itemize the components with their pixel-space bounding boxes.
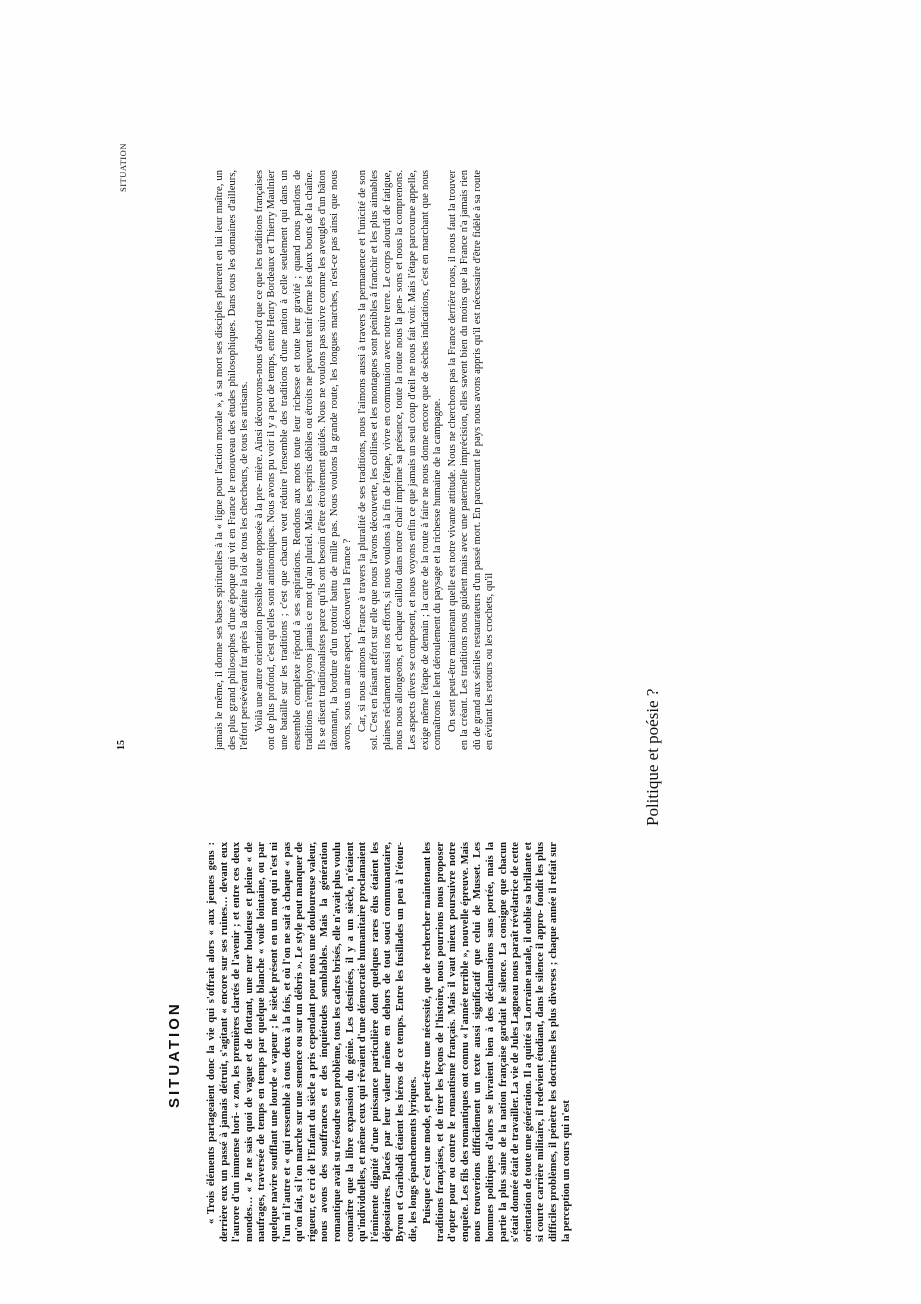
running-head: SITUATION <box>118 143 128 192</box>
paragraph: « Trois éléments partageaient donc la vie qui s'offrait alors « aux jeunes gens : derrière eux un passé à jamais détruit, s'agitant « encore sur ses ruines… devant eux l'aurore d'un immense hori- « zon, les premières clartés de l'avenir ; et entre ces deux mondes… « Je ne sais quoi de vague et de flottant, une mer houleuse et pleine « de naufrages, traversée de temps en temps par quelque blanche « voile lointaine, ou par quelque navire soufflant une lourde « vapeur ; le siècle présent en un mot qui n'est ni l'un ni l'autre et « qui ressemble à tous deux à la fois, et où l'on ne sait à chaque « pas qu'on fait, si l'on marche sur une semence ou sur un débris ». Le style peut manquer de rigueur, ce cri de l'Enfant du siècle a pris cependant pour nous une douloureuse valeur, nous avons des souffrances et des inquiétudes semblables. Mais la génération romantique avait su résoudre son problème, tous les cadres brisés, elle n'avait plus voulu connaître que la libre expansion du génie. Les destinées, il y a un siècle, n'étaient qu'individuelles, et même ceux qui rêvaient d'une démocratie humanitaire proclamaient l'éminente dignité d'une puissance particulière dont quelques rares élus étaient les dépositaires. Placés par leur valeur même en dehors de tout souci communautaire, Byron et Garibaldi étaient les héros de ce temps. Entre les fusillades un peu à l'étour- die, les longs épanchements lyriques. <box>206 842 419 1242</box>
paragraph: jamais le même, il donne ses bases spirituelles à la « ligne pour l'action morale », à sa mort ses disciples pleurent en lui leur maître, un des plus grand philosophes d'une époque qui vit en France le renouveau des études philosophiques. Dans tous les domaines d'ailleurs, l'effort persévérant fut après la défaite la loi de tous les chercheurs, de tous les artisans. <box>214 170 251 750</box>
chapter-title: SITUATION <box>166 1001 183 1108</box>
page-number: 15 <box>116 740 127 750</box>
paragraph: Puisque c'est une mode, et peut-être une nécessité, que de rechercher maintenant les traditions françaises, et de tirer les leçons de l'histoire, nous pourrions nous proposer d'opter pour ou contre le romantisme français. Mais il vaut mieux poursuivre notre enquête. Les fils des romantiques ont connu « l'année terrible », nouvelle épreuve. Mais nous trouverions difficilement un texte aussi significatif que celui de Musset. Les hommes politiques d'alors se livraient bien à des déclamations sans portée, mais la partie la plus saine de la nation française gardait le silence. La consigne que chacun s'était donnée était de travailler. La vie de Jules Lagneau nous paraît révélatrice de cette orientation de toute une génération. Il a quitté sa Lorraine natale, il oublie sa brillante et si courte carrière militaire, il redevient étudiant, dans le silence il appro- fondit les plus difficiles problèmes, il pénètre les doctrines les plus diverses ; chaque année il refait sur la perception un cours qui n'est <box>422 842 572 1242</box>
paragraph: On sent peut-être maintenant quelle est notre vivante attitude. Nous ne cherchons pas la France derrière nous, il nous faut la trouver en la créant. Les traditions nous guident mais avec une paternelle imprécision, elles savent bien du moins que la France n'a jamais rien dû de grand aux séniles restaurateurs d'un passé mort. En parcourant le pays nous avons appris qu'il est nécessaire d'être fidèle à sa route en évitant les retours ou les crochets, qu'il <box>446 170 496 750</box>
right-text-column <box>214 170 497 750</box>
side-title: Politique et poésie ? <box>643 688 662 826</box>
left-text-column <box>206 842 573 1242</box>
paragraph: Voilà une autre orientation possible toute opposée à la pre- mière. Ainsi découvrons-nous d'abord que ce que les traditions françaises ont de plus profond, c'est qu'elles sont antinomiques. Nous avons pu voir il y a peu de temps, entre Henry Bordeaux et Thierry Maulnier une bataille sur les traditions ; c'est que chacun veut réduire l'ensemble des traditions d'une nation à celle seulement qui dans un ensemble complexe répond à ses aspirations. Rendons aux mots toute leur richesse et toute leur gravité ; quand nous parlons de traditions n'employons jamais ce mot qu'au pluriel. Mais les esprits débiles ou étroits ne peuvent tenir ferme les deux bouts de la chaîne. Ils se disent traditionalistes parce qu'ils ont besoin d'être étroitement guidés. Nous ne voulons pas suivre comme les aveugles d'un bâton tâtonnant, la bordure d'un trottoir battu de mille pas. Nous voulons la grande route, les longues marches, n'est-ce pas ainsi que nous avons, sous un autre aspect, découvert la France ? <box>253 170 353 750</box>
paragraph: Car, si nous aimons la France à travers la pluralité de ses traditions, nous l'aimons aussi à travers la permanence et l'unicité de son sol. C'est en faisant effort sur elle que nous l'avons découverte, les collines et les montagnes sont pénibles à franchir et les plus aimables plaines réclament aussi nos efforts, si nous voulons à la fin de l'étape, vivre en communion avec notre terre. Le corps alourdi de fatigue, nous nous allongeons, et chaque caillou dans notre chair imprime sa présence, toute la route nous la pen- sons et nous la comprenons. Les aspects divers se composent, et nous voyons enfin ce que jamais un seul coup d'œil ne nous fait voir. Mais l'étape parcourue appelle, exige même l'étape de demain ; la carte de la route à faire ne nous donne encore que de sèches indications, c'est en marchant que nous connaîtrons le lent déroulement du paysage et la richesse humaine de la campagne. <box>356 170 444 750</box>
